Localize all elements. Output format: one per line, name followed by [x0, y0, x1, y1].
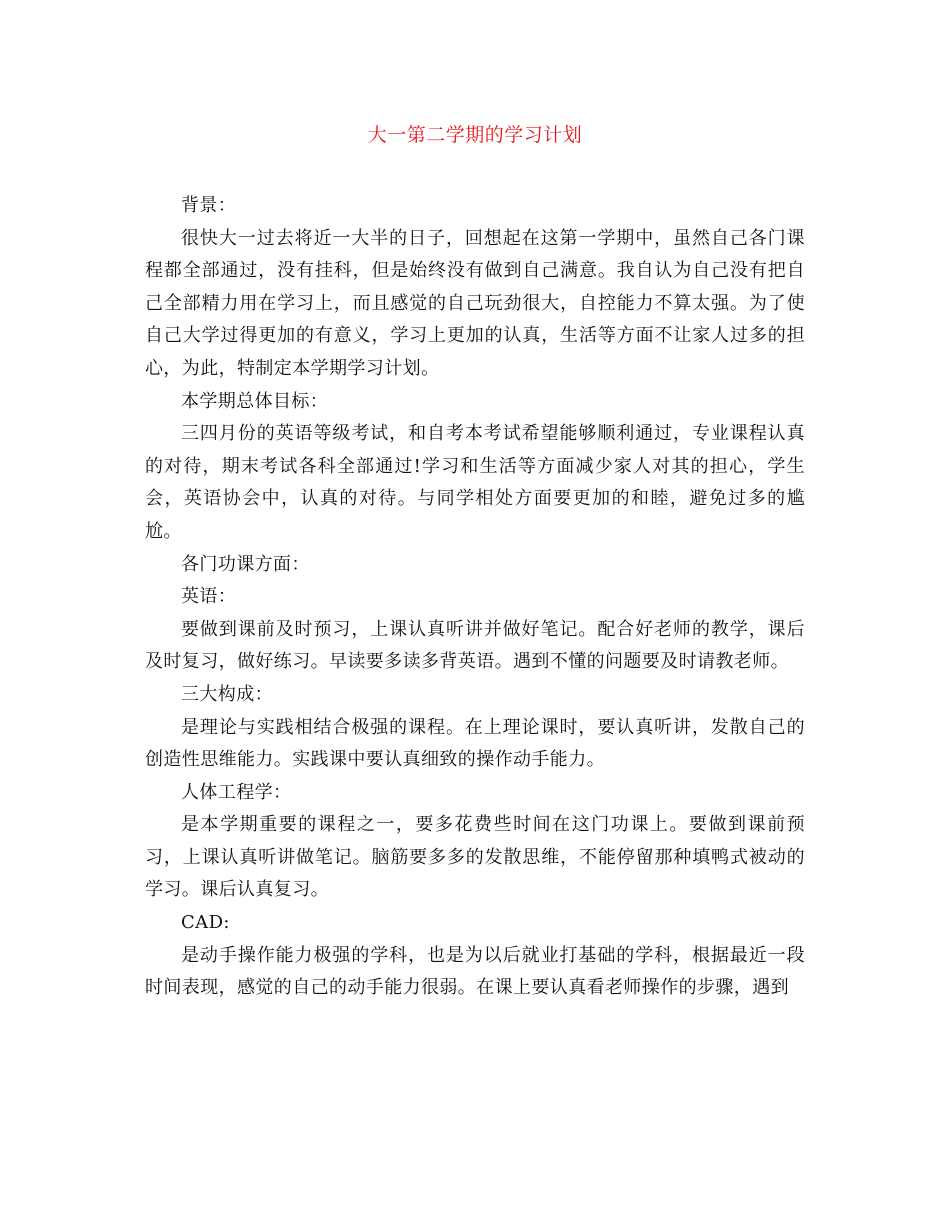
subheading-three-compositions: 三大构成：: [181, 683, 273, 705]
paragraph-overall-goal: 三四月份的英语等级考试，和自考本考试希望能够顺利通过，专业课程认真的对待，期末考试各科全部通过!学习和生活等方面减少家人对其的担心，学生会，英语协会中，认真的对待。与同学相处方面要更加的和睦，避免过多的尴尬。: [145, 423, 805, 542]
subheading-ergonomics: 人体工程学：: [181, 781, 292, 803]
section-heading-overall-goal: 本学期总体目标：: [181, 390, 329, 412]
subheading-cad: CAD:: [181, 912, 230, 934]
section-heading-background: 背景：: [181, 195, 237, 216]
paragraph-three-compositions: 是理论与实践相结合极强的课程。在上理论课时，要认真听讲，发散自己的创造性思维能力。实践课中要认真细致的操作动手能力。: [145, 716, 805, 771]
paragraph-english: 要做到课前及时预习，上课认真听讲并做好笔记。配合好老师的教学，课后及时复习，做好练习。早读要多读多背英语。遇到不懂的问题要及时请教老师。: [145, 618, 805, 673]
subheading-english: 英语：: [181, 586, 237, 608]
section-heading-courses: 各门功课方面：: [181, 553, 310, 575]
paragraph-cad: 是动手操作能力极强的学科，也是为以后就业打基础的学科，根据最近一段时间表现，感觉的自己的动手能力很弱。在课上要认真看老师操作的步骤，遇到: [145, 944, 805, 999]
paragraph-background: 很快大一过去将近一大半的日子，回想起在这第一学期中，虽然自己各门课程都全部通过，没有挂科，但是始终没有做到自己满意。我自认为自己没有把自己全部精力用在学习上，而且感觉的自己玩劲很大，自控能力不算太强。为了使自己大学过得更加的有意义，学习上更加的认真，生活等方面不让家人过多的担心，为此，特制定本学期学习计划。: [145, 227, 805, 379]
document-body: [145, 190, 805, 1005]
document-title: 大一第二学期的学习计划: [367, 124, 583, 146]
paragraph-ergonomics: 是本学期重要的课程之一，要多花费些时间在这门功课上。要做到课前预习，上课认真听讲做笔记。脑筋要多多的发散思维，不能停留那种填鸭式被动的学习。课后认真复习。: [145, 814, 805, 901]
